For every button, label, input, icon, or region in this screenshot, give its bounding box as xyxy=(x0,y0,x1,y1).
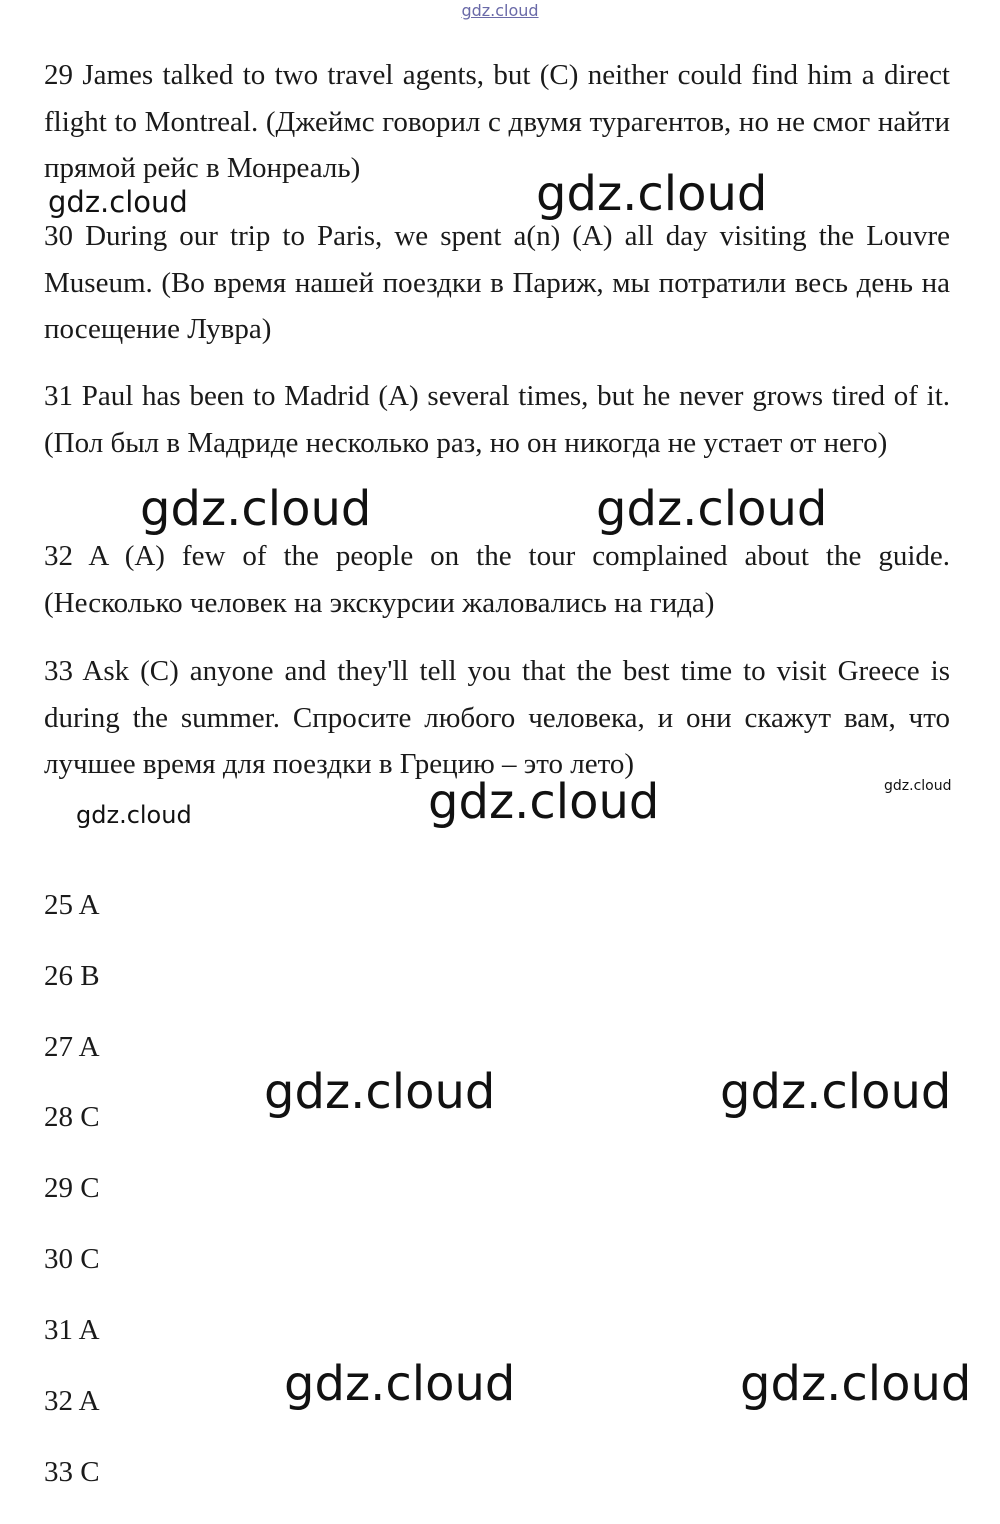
header-link[interactable]: gdz.cloud xyxy=(461,1,539,20)
watermark: gdz.cloud xyxy=(884,778,952,794)
watermark: gdz.cloud xyxy=(284,1356,516,1412)
answer-item: 28 C xyxy=(44,1101,100,1133)
watermark: gdz.cloud xyxy=(428,774,660,830)
watermark: gdz.cloud xyxy=(48,185,188,219)
answer-item: 32 A xyxy=(44,1385,100,1417)
watermark: gdz.cloud xyxy=(536,166,768,222)
answer-item: 29 C xyxy=(44,1172,100,1204)
watermark: gdz.cloud xyxy=(740,1356,972,1412)
paragraph-30: 30 During our trip to Paris, we spent a(n) (A) all day visiting the Louvre Museum. (Во время нашей поездки в Париж, мы потратили весь день на посещение Лувра) xyxy=(44,220,950,345)
answer-item: 33 C xyxy=(44,1456,100,1488)
answer-item: 26 B xyxy=(44,960,100,992)
answer-item: 30 C xyxy=(44,1243,100,1275)
answer-item: 27 A xyxy=(44,1031,100,1063)
paragraph-32: 32 A (A) few of the people on the tour complained about the guide. (Несколько человек на экскурсии жаловались на гида) xyxy=(44,540,950,619)
paragraph-31: 31 Paul has been to Madrid (A) several times, but he never grows tired of it. (Пол был в Мадриде несколько раз, но он никогда не устает от него) xyxy=(44,380,950,459)
watermark: gdz.cloud xyxy=(76,801,192,829)
watermark: gdz.cloud xyxy=(264,1064,496,1120)
watermark: gdz.cloud xyxy=(720,1064,952,1120)
answer-item: 25 A xyxy=(44,889,100,921)
watermark: gdz.cloud xyxy=(140,481,372,537)
watermark: gdz.cloud xyxy=(596,481,828,537)
paragraph-29: 29 James talked to two travel agents, but (C) neither could find him a direct flight to Montreal. (Джеймс говорил с двумя турагентов, но не смог найти прямой рейс в Монреаль) xyxy=(44,59,950,184)
paragraph-33: 33 Ask (C) anyone and they'll tell you that the best time to visit Greece is during the summer. Спросите любого человека, и они скажут вам, что лучшее время для поездки в Грецию – это лето) xyxy=(44,655,950,780)
answer-item: 31 A xyxy=(44,1314,100,1346)
